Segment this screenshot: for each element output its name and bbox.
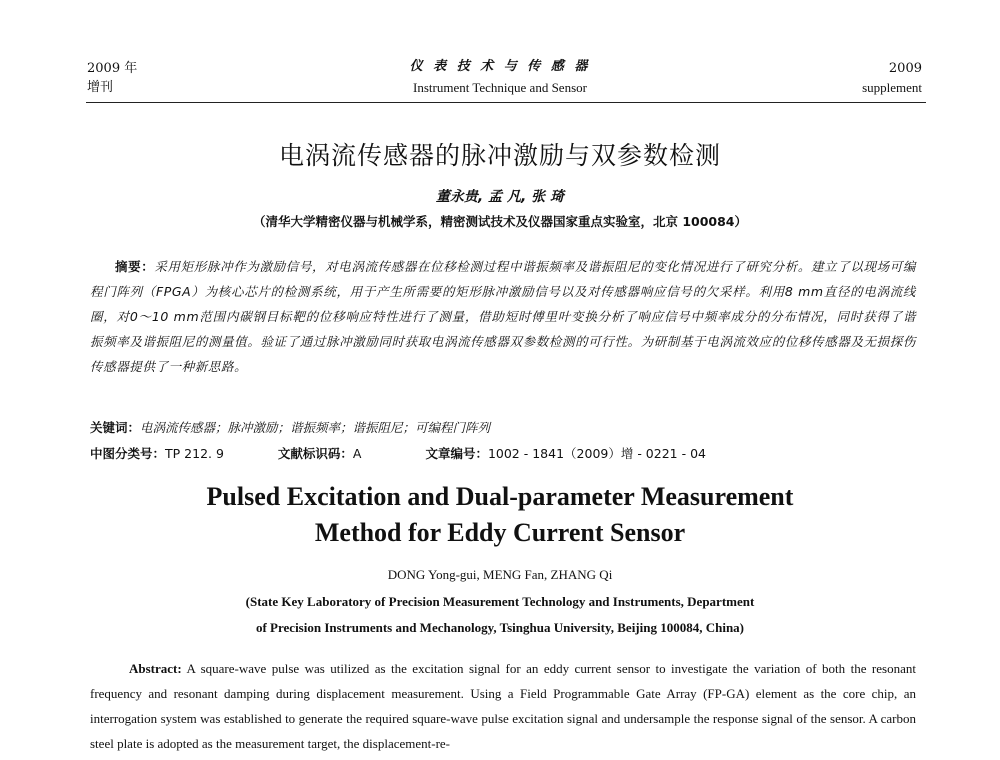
- keywords-label: 关键词：: [90, 420, 141, 435]
- title-en-line2: Method for Eddy Current Sensor: [314, 518, 686, 547]
- affiliation-cn: （清华大学精密仪器与机械学系，精密测试技术及仪器国家重点实验室，北京 100084）: [252, 214, 748, 229]
- affiliation-en-line1: (State Key Laboratory of Precision Measurement Technology and Instruments, Department: [245, 594, 755, 609]
- clc-value: TP 212. 9: [165, 446, 224, 461]
- doc-code-value: A: [352, 446, 362, 461]
- header-issue-right: supplement: [862, 80, 922, 95]
- abstract-cn-label: 摘要：: [115, 259, 155, 274]
- header-year-right: 2009: [888, 61, 922, 76]
- abstract-en-text: A square-wave pulse was utilized as the excitation signal for an eddy current sensor to investigate the variation of both the resonant frequency and resonant damping during displacement measurement. Using a Field Programmable Gate Array (FP-GA) element as the core chip, an interrogation system was established to generate the required square-wave pulse excitation signal and undersample the response signal of the sensor. A carbon steel plate is adopted as the measurement target, the displacement-re-: [90, 661, 916, 751]
- affiliation-en-line2: of Precision Instruments and Mechanology, Tsinghua University, Beijing 100084, China): [255, 620, 745, 635]
- abstract-en: [90, 656, 916, 756]
- title-en-line1: Pulsed Excitation and Dual-parameter Measurement: [206, 482, 794, 511]
- authors-cn: 董永贵, 孟 凡, 张 琦: [435, 189, 565, 205]
- keywords-line: [90, 418, 490, 436]
- abstract-cn: [90, 254, 916, 379]
- authors-en: DONG Yong-gui, MENG Fan, ZHANG Qi: [387, 567, 613, 582]
- header-journal-cn: 仪 表 技 术 与 传 感 器: [409, 59, 591, 74]
- classification-line: [90, 444, 916, 462]
- abstract-en-label: Abstract:: [129, 661, 182, 676]
- keywords-text: 电涡流传感器；脉冲激励；谐振频率；谐振阻尼；可编程门阵列: [140, 420, 491, 435]
- header-year-left: 2009 年: [87, 61, 138, 76]
- title-cn: 电涡流传感器的脉冲激励与双参数检测: [278, 141, 721, 170]
- article-no-label: 文章编号：: [425, 446, 488, 461]
- article-no-value: 1002 - 1841（2009）增 - 0221 - 04: [487, 446, 706, 461]
- abstract-cn-text: 采用矩形脉冲作为激励信号，对电涡流传感器在位移检测过程中谐振频率及谐振阻尼的变化情况进行了研究分析。建立了以现场可编程门阵列（FPGA）为核心芯片的检测系统，用于产生所需要的矩形脉冲激励信号以及对传感器响应信号的欠采样。利用8 mm直径的电涡流线圈，对0～10 mm范围内碳钢目标靶的位移响应特性进行了测量，借助短时傅里叶变换分析了响应信号中频率成分的分布情况，同时获得了谐振频率及谐振阻尼的测量值。验证了通过脉冲激励同时获取电涡流传感器双参数检测的可行性。为研制基于电涡流效应的位移传感器及无损探伤传感器提供了一种新思路。: [90, 259, 916, 374]
- header-rule: [86, 102, 926, 103]
- header-journal-en: Instrument Technique and Sensor: [413, 80, 587, 95]
- header-issue-left: 增刊: [87, 80, 114, 95]
- doc-code-label: 文献标识码：: [277, 446, 353, 461]
- clc-label: 中图分类号：: [90, 446, 166, 461]
